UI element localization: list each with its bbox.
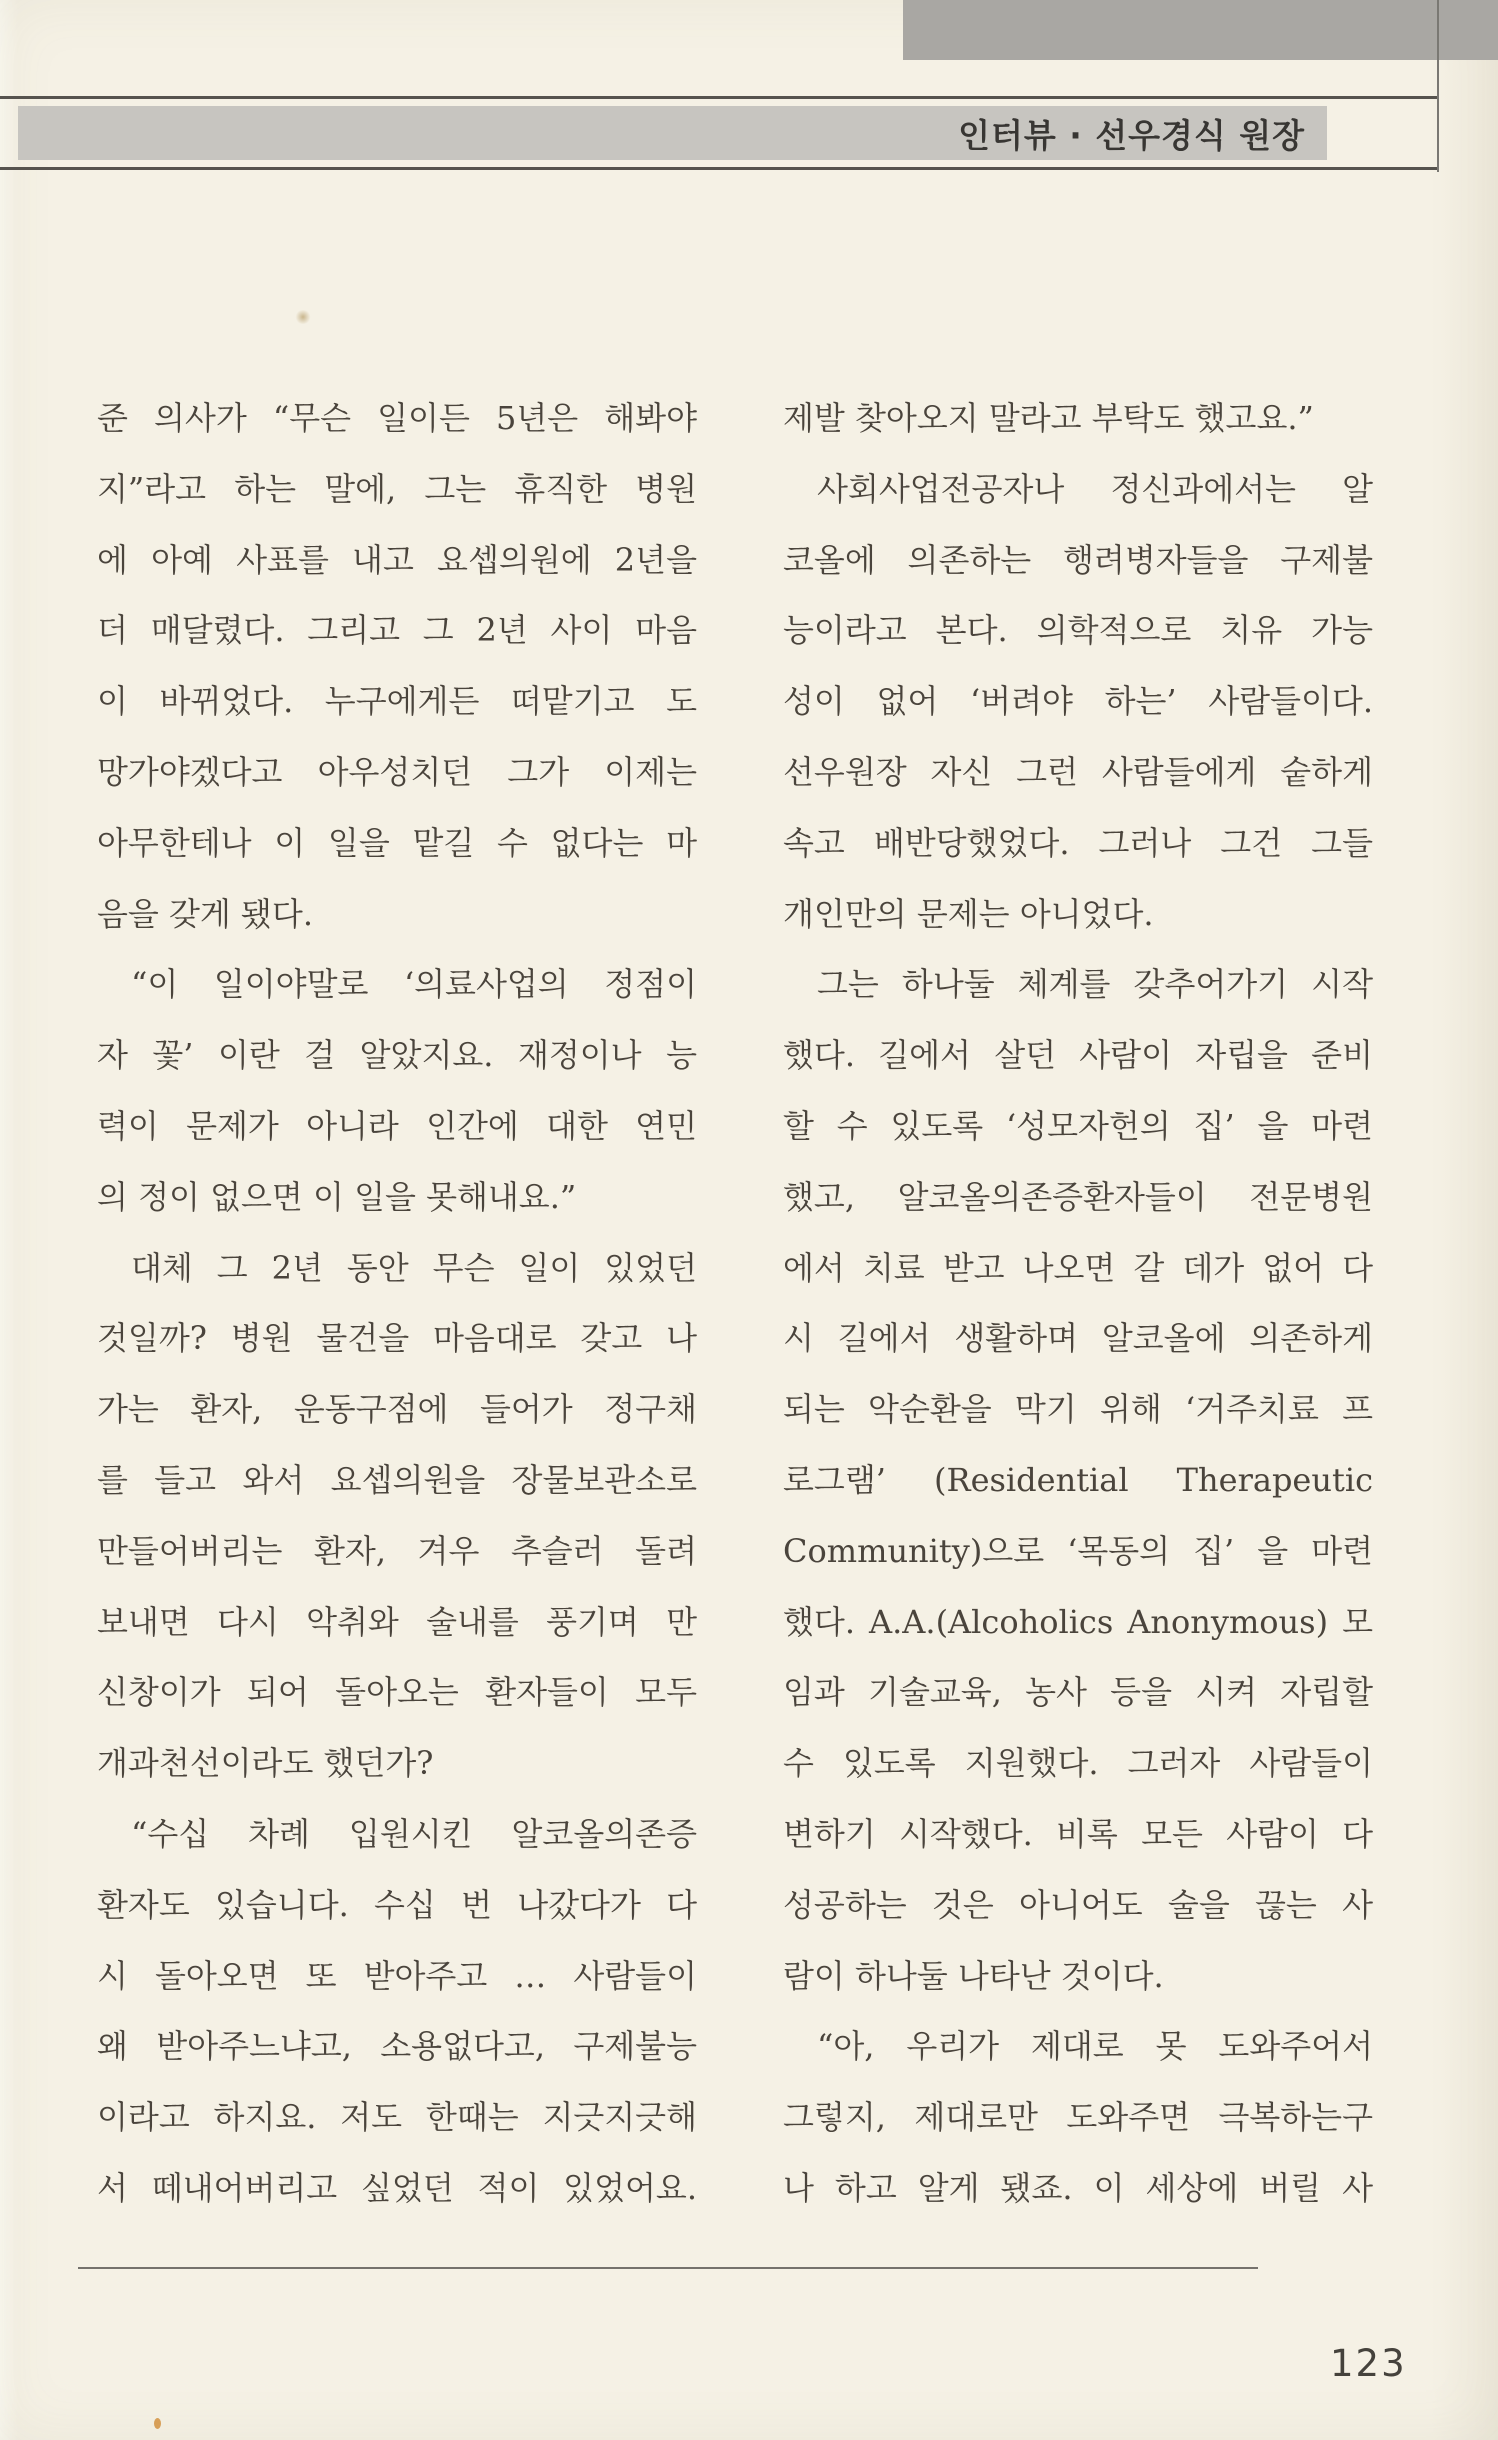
text-line: 했다. 길에서 살던 사람이 자립을 준비 <box>783 1036 1373 1075</box>
text-line: 능이라고 본다. 의학적으로 치유 가능 <box>783 611 1373 650</box>
text-line: 그렇지, 제대로만 도와주면 극복하는구 <box>783 2098 1373 2137</box>
text-line: 시 돌아오면 또 받아주고 … 사람들이 <box>97 1956 697 1995</box>
text-line: 지”라고 하는 말에, 그는 휴직한 병원 <box>97 469 697 508</box>
text-line: 했고, 알코올의존증환자들이 전문병원 <box>783 1177 1373 1216</box>
text-line: 력이 문제가 아니라 인간에 대한 연민 <box>97 1106 697 1145</box>
text-line: 이 바뀌었다. 누구에게든 떠맡기고 도 <box>97 682 697 721</box>
text-line: 대체 그 2년 동안 무슨 일이 있었던 <box>131 1248 697 1287</box>
text-line: 에서 치료 받고 나오면 갈 데가 없어 다 <box>783 1248 1373 1287</box>
text-line: 준 의사가 “무슨 일이든 5년은 해봐야 <box>97 399 697 437</box>
text-line: 되는 악순환을 막기 위해 ‘거주치료 프 <box>783 1390 1373 1429</box>
text-line: 만들어버리는 환자, 겨우 추슬러 돌려 <box>97 1531 697 1570</box>
text-line: 그는 하나둘 체계를 갖추어가기 시작 <box>817 965 1373 1004</box>
header-vertical-rule <box>1437 0 1439 172</box>
text-line: 망가야겠다고 아우성치던 그가 이제는 <box>97 752 697 791</box>
text-line: 성공하는 것은 아니어도 술을 끊는 사 <box>783 1885 1373 1924</box>
text-line: 나 하고 알게 됐죠. 이 세상에 버릴 사 <box>783 2168 1373 2207</box>
text-line: 제발 찾아오지 말라고 부탁도 했고요.” <box>783 399 1314 437</box>
text-line: 사회사업전공자나 정신과에서는 알 <box>817 469 1373 508</box>
text-line: 개과천선이라도 했던가? <box>97 1744 434 1783</box>
text-line: “수십 차례 입원시킨 알코올의존증 <box>131 1814 697 1853</box>
text-line: 음을 갖게 됐다. <box>97 894 313 933</box>
text-line: Community)으로 ‘목동의 집’ 을 마련 <box>783 1531 1373 1570</box>
text-line: 가는 환자, 운동구점에 들어가 정구채 <box>97 1390 697 1429</box>
text-line: 아무한테나 이 일을 맡길 수 없다는 마 <box>97 823 697 862</box>
text-column-right <box>783 383 1373 2224</box>
text-line: 신창이가 되어 돌아오는 환자들이 모두 <box>97 1673 697 1712</box>
text-column-left <box>97 383 697 2224</box>
text-line: 람이 하나둘 나타난 것이다. <box>783 1956 1164 1995</box>
text-line: 자 꽃’ 이란 걸 알았지요. 재정이나 능 <box>97 1036 697 1075</box>
text-line: 보내면 다시 악취와 술내를 풍기며 만 <box>97 1602 697 1641</box>
text-line: 속고 배반당했었다. 그러나 그건 그들 <box>783 823 1373 862</box>
text-line: 성이 없어 ‘버려야 하는’ 사람들이다. <box>783 682 1373 721</box>
text-line: 했다. A.A.(Alcoholics Anonymous) 모 <box>783 1602 1373 1641</box>
text-line: 를 들고 와서 요셉의원을 장물보관소로 <box>97 1460 697 1499</box>
text-line: 시 길에서 생활하며 알코올에 의존하게 <box>783 1319 1373 1358</box>
text-line: 왜 받아주느냐고, 소용없다고, 구제불능 <box>97 2027 697 2066</box>
text-line: 의 정이 없으면 이 일을 못해내요.” <box>97 1177 577 1216</box>
paper-speck <box>154 2418 161 2429</box>
text-line: 로그램’ (Residential Therapeutic <box>783 1460 1373 1499</box>
footer-rule <box>78 2267 1258 2269</box>
text-line: “아, 우리가 제대로 못 도와주어서 <box>817 2027 1373 2066</box>
text-line: 선우원장 자신 그런 사람들에게 숱하게 <box>783 752 1373 791</box>
text-line: 변하기 시작했다. 비록 모든 사람이 다 <box>783 1814 1373 1853</box>
paper-stain <box>295 310 311 324</box>
text-line: 코올에 의존하는 행려병자들을 구제불 <box>783 540 1373 579</box>
text-line: “이 일이야말로 ‘의료사업의 정점이 <box>131 965 697 1004</box>
text-line: 환자도 있습니다. 수십 번 나갔다가 다 <box>97 1885 697 1924</box>
header-title-box <box>18 106 1327 160</box>
page-title: 인터뷰 · 선우경식 원장 <box>958 115 1305 155</box>
text-line: 더 매달렸다. 그리고 그 2년 사이 마음 <box>97 611 697 650</box>
text-line: 할 수 있도록 ‘성모자헌의 집’ 을 마련 <box>783 1106 1373 1145</box>
text-line: 서 떼내어버리고 싶었던 적이 있었어요. <box>97 2168 697 2207</box>
text-line: 에 아예 사표를 내고 요셉의원에 2년을 <box>97 540 697 579</box>
text-line: 이라고 하지요. 저도 한때는 지긋지긋해 <box>97 2098 697 2137</box>
text-line: 임과 기술교육, 농사 등을 시켜 자립할 <box>783 1673 1373 1712</box>
page-number: 123 <box>1330 2342 1407 2385</box>
header-band <box>0 96 1437 170</box>
top-edge-shade <box>903 0 1498 60</box>
text-line: 것일까? 병원 물건을 마음대로 갖고 나 <box>97 1319 697 1358</box>
text-line: 수 있도록 지원했다. 그러자 사람들이 <box>783 1744 1373 1783</box>
text-line: 개인만의 문제는 아니었다. <box>783 894 1154 933</box>
